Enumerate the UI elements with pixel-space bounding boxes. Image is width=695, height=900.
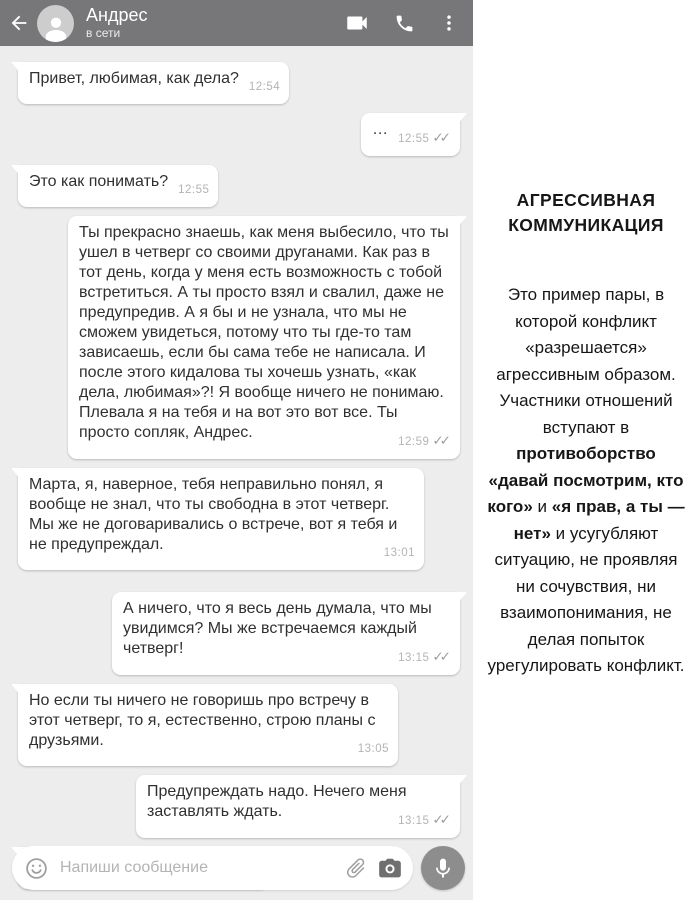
caption-segment-bold: противоборство «давай посмотрим, кто кого» [487, 444, 684, 516]
contact-info[interactable] [86, 5, 339, 41]
read-receipt-icon: ✓✓ [432, 433, 447, 448]
message-text: Марта, я, наверное, тебя неправильно понял, я вообще не знал, что ты свободна в этот четверг. Мы же не договаривались о встрече, вот я тебя и не предупреждал. [29, 476, 398, 553]
composer-bar [0, 840, 473, 900]
attach-button[interactable] [339, 851, 373, 885]
read-receipt-icon: ✓✓ [432, 812, 447, 827]
camera-button[interactable] [377, 855, 403, 881]
message-bubble[interactable] [18, 684, 398, 766]
caption-text [485, 282, 687, 680]
message-text: А ничего, что я весь день думала, что мы увидимся? Мы же встречаемся каждый четверг! [123, 600, 432, 657]
message-text: Но если ты ничего не говоришь про встречу в этот четверг, то я, естественно, строю планы с друзьями. [29, 692, 376, 749]
message-bubble[interactable] [112, 592, 460, 675]
message-text: Это как понимать? [29, 173, 169, 190]
person-icon [41, 12, 71, 42]
message-text: Предупреждать надо. Нечего меня заставлять ждать. [147, 783, 407, 820]
caption-segment: Это пример пары, в которой конфликт «разрешается» агрессивным образом. Участники отношений вступают в [496, 285, 676, 437]
message-bubble[interactable] [68, 216, 460, 459]
voice-record-button[interactable] [421, 846, 465, 890]
header-actions [344, 10, 459, 36]
caption-segment: и усугубляют ситуацию, не проявляя ни сочувствия, ни взаимопонимания, не делая попыток урегулировать конфликт. [487, 523, 685, 675]
message-text: … [372, 121, 389, 138]
voice-call-button[interactable] [394, 13, 415, 34]
more-vert-icon [439, 13, 459, 33]
avatar[interactable] [37, 5, 74, 42]
caption-segment-bold: «я прав, а ты — нет» [513, 497, 685, 543]
message-bubble[interactable] [18, 165, 218, 207]
message-bubble[interactable] [18, 468, 424, 570]
message-time: 13:15 ✓✓ [398, 647, 451, 668]
message-time: 12:55 ✓✓ [398, 128, 451, 149]
message-time: 12:59 ✓✓ [398, 431, 451, 452]
chat-header [0, 0, 473, 46]
caption-segment: и [532, 497, 552, 516]
contact-status: в сети [86, 26, 121, 41]
menu-button[interactable] [439, 13, 459, 33]
message-input[interactable] [58, 858, 335, 878]
paperclip-icon [339, 851, 373, 885]
message-bubble[interactable] [361, 113, 460, 156]
message-bubble[interactable] [136, 775, 460, 838]
video-call-button[interactable] [344, 10, 370, 36]
message-time: 12:54 [248, 81, 281, 93]
caption-panel [473, 0, 695, 900]
smiley-icon [24, 856, 49, 881]
videocam-icon [344, 10, 370, 36]
message-time: 12:55 [178, 184, 210, 196]
message-input-pill [12, 846, 413, 890]
back-button[interactable] [6, 10, 32, 36]
message-time: 13:01 [383, 547, 415, 559]
chat-area [0, 46, 473, 900]
read-receipt-icon: ✓✓ [432, 130, 447, 145]
microphone-icon [431, 856, 455, 880]
message-text: Ты прекрасно знаешь, как меня выбесило, что ты ушел в четверг со своими друганами. Как раз в тот день, когда у меня есть возможность с тобой встретиться. А ты просто взял и свалил, даже не предупредив. А я бы и не узнала, что мы не сможем увидеться, потому что ты где-то там зависаешь, если бы сама тебе не написала. И после этого кидалова ты хочешь узнать, «как дела, любимая»?! Я вообще ничего не понимаю. Плевала я на тебя и на вот это вот все. Ты просто сопляк, Андрес. [79, 224, 449, 441]
contact-name: Андрес [86, 4, 148, 25]
caption-title: АГРЕССИВНАЯ КОММУНИКАЦИЯ [508, 190, 664, 235]
back-arrow-icon [8, 12, 30, 34]
message-time: 13:05 [357, 743, 389, 755]
phone-icon [394, 13, 415, 34]
message-time: 13:15 ✓✓ [398, 810, 451, 831]
read-receipt-icon: ✓✓ [432, 649, 447, 664]
message-bubble[interactable] [18, 62, 289, 104]
emoji-button[interactable] [24, 856, 49, 881]
camera-icon [377, 855, 403, 881]
message-text: Привет, любимая, как дела? [29, 70, 239, 87]
